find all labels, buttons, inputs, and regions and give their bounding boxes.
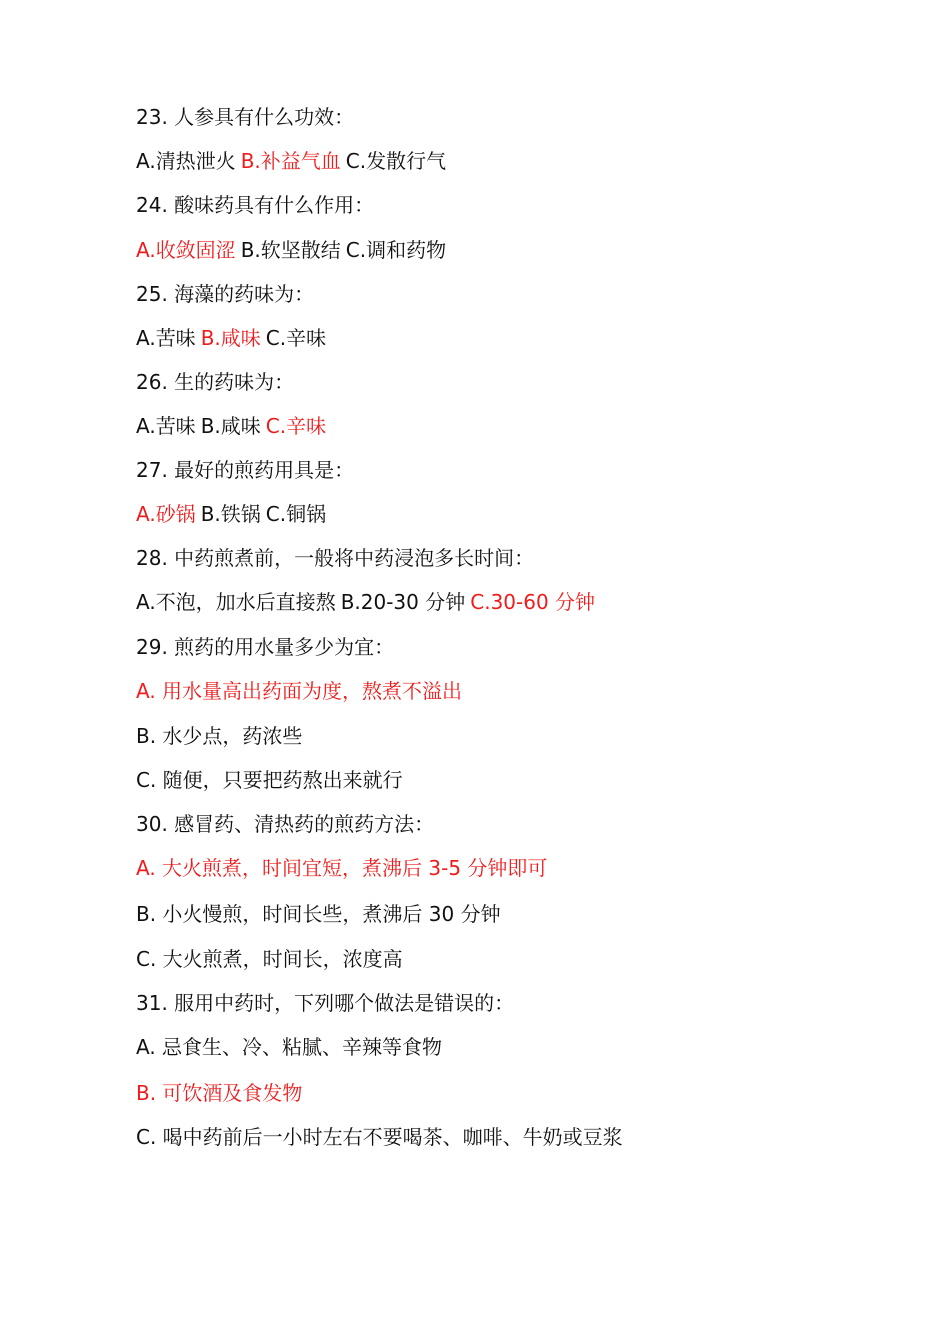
- option-27-c: C.铜锅: [265, 502, 327, 526]
- option-23-b-answer: B.补益气血: [240, 149, 341, 173]
- options-25: [136, 325, 326, 351]
- options-24: [136, 237, 446, 263]
- question-29: 29. 煎药的用水量多少为宜：: [136, 635, 395, 659]
- option-27-a-answer: A.砂锅: [136, 502, 196, 526]
- option-30-a-answer: A. 大火煎煮，时间宜短，煮沸后 3-5 分钟即可: [136, 856, 548, 880]
- option-25-a: A.苦味: [136, 326, 196, 350]
- option-29-c: C. 随便，只要把药熬出来就行: [136, 768, 403, 792]
- question-23: 23. 人参具有什么功效：: [136, 105, 355, 129]
- option-31-c: C. 喝中药前后一小时左右不要喝茶、咖啡、牛奶或豆浆: [136, 1125, 623, 1149]
- question-26: 26. 生的药味为：: [136, 370, 295, 394]
- option-24-b: B.软坚散结: [240, 238, 341, 262]
- question-27: 27. 最好的煎药用具是：: [136, 458, 355, 482]
- option-26-a: A.苦味: [136, 414, 196, 438]
- option-24-a-answer: A.收敛固涩: [136, 238, 236, 262]
- option-26-b: B.咸味: [200, 414, 261, 438]
- option-30-b: B. 小火慢煎，时间长些，煮沸后 30 分钟: [136, 902, 501, 926]
- option-23-a: A.清热泄火: [136, 149, 236, 173]
- option-26-c-answer: C.辛味: [265, 414, 327, 438]
- option-28-b: B.20-30 分钟: [340, 590, 466, 614]
- option-30-c: C. 大火煎煮，时间长，浓度高: [136, 947, 403, 971]
- question-31: 31. 服用中药时，下列哪个做法是错误的：: [136, 991, 515, 1015]
- options-27: [136, 501, 326, 527]
- option-31-a: A. 忌食生、冷、粘腻、辛辣等食物: [136, 1035, 443, 1059]
- options-28: [136, 589, 595, 615]
- option-28-c-answer: C.30-60 分钟: [470, 590, 596, 614]
- option-29-b: B. 水少点，药浓些: [136, 724, 303, 748]
- option-23-c: C.发散行气: [345, 149, 447, 173]
- options-23: [136, 148, 446, 174]
- options-26: [136, 413, 326, 439]
- option-31-b-answer: B. 可饮酒及食发物: [136, 1081, 303, 1105]
- question-28: 28. 中药煎煮前，一般将中药浸泡多长时间：: [136, 546, 535, 570]
- option-27-b: B.铁锅: [200, 502, 261, 526]
- question-24: 24. 酸味药具有什么作用：: [136, 193, 375, 217]
- option-25-c: C.辛味: [265, 326, 327, 350]
- question-25: 25. 海藻的药味为：: [136, 282, 315, 306]
- option-24-c: C.调和药物: [345, 238, 447, 262]
- question-30: 30. 感冒药、清热药的煎药方法：: [136, 812, 435, 836]
- option-25-b-answer: B.咸味: [200, 326, 261, 350]
- option-28-a: A.不泡，加水后直接熬: [136, 590, 336, 614]
- option-29-a-answer: A. 用水量高出药面为度，熬煮不溢出: [136, 679, 463, 703]
